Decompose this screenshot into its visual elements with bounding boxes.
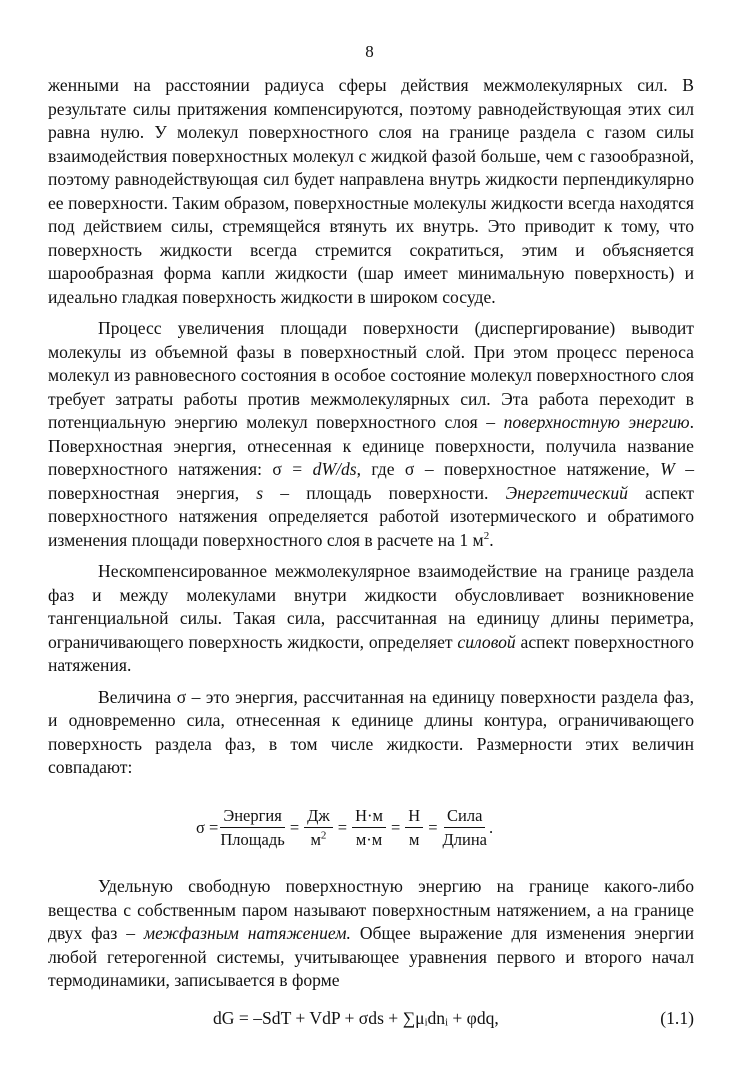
symbol-w: W bbox=[660, 459, 675, 479]
symbol-s: s bbox=[256, 482, 264, 503]
paragraph-5-block bbox=[48, 875, 694, 993]
formula-row bbox=[196, 803, 493, 853]
fraction-j-m2 bbox=[304, 807, 333, 849]
term-force: силовой bbox=[457, 631, 516, 652]
formula-end: . bbox=[488, 818, 494, 837]
formula-sigma: σ = bbox=[196, 818, 219, 837]
fraction-numerator: Энергия bbox=[220, 807, 284, 828]
fraction-energy-area bbox=[220, 807, 284, 849]
paragraph-5-text-a: Удельную свободную поверхностную энергию на границе какого-либо вещества с собственным паром называют поверхностным натяжением, а на границе двух фаз – bbox=[48, 876, 694, 943]
equals-sign: = bbox=[337, 818, 348, 837]
paragraph-1-line-a: женными на расстоянии радиуса сферы действия межмолекулярных сил. bbox=[48, 75, 668, 95]
body-text bbox=[48, 74, 694, 780]
page-number: 8 bbox=[365, 42, 374, 61]
paragraph-2 bbox=[48, 317, 694, 552]
paragraph-3-text-a: Нескомпенсированное межмолекулярное взаимодействие на границе раздела фаз и между молекулами внутри жидкости обусловливает возникновение тангенциальной силы. Такая сила, рассчитанная на единицу длины периметра, ограничивающего поверхность жидкости, определяет bbox=[48, 561, 694, 652]
term-energetic: Энергетический bbox=[505, 482, 628, 503]
equals-sign: = bbox=[390, 818, 401, 837]
fraction-numerator: Н bbox=[405, 807, 423, 828]
fraction-numerator: Дж bbox=[304, 807, 333, 828]
paragraph-2-text-a: Процесс увеличения площади поверхности (диспергирование) выводит молекулы из объемной фазы в поверхностный слой. При этом процесс переноса молекул из равновесного состояния в особое состояние молекул поверхностного слоя требует затраты работы против межмолекулярных сил. Эта работа переходит в потенциальную энергию молекул поверхностного слоя – bbox=[48, 318, 694, 432]
equation-1-1: dG = –SdT + VdP + σds + ∑μᵢdnᵢ + φdq, bbox=[213, 1008, 499, 1028]
fraction-denominator: м·м bbox=[355, 830, 383, 849]
fraction-denominator: Площадь bbox=[220, 830, 285, 849]
paragraph-4: Величина σ – это энергия, рассчитанная на единицу поверхности раздела фаз, и одновременно сила, отнесенная к единице длины контура, ограничивающего поверхность раздела фаз, в том числе жидкости. Размерности этих величин совпадают: bbox=[48, 686, 694, 777]
paragraph-2-end: . bbox=[489, 529, 494, 550]
fraction-denominator: Длина bbox=[442, 830, 487, 849]
unit-m: м bbox=[310, 830, 321, 849]
equals-sign: = bbox=[289, 818, 300, 837]
paragraph-5 bbox=[48, 875, 694, 993]
paragraph-3 bbox=[48, 560, 694, 678]
formula-inline: dW/ds bbox=[312, 459, 357, 479]
paragraph-1-text: В результате силы притяжения компенсируются, поэтому равнодействующая этих сил равна нулю. У молекул поверхностного слоя на границе раздела с газом силы взаимодействия поверхностных молекул с жидкой фазой больше, чем с газообразной, поэтому равнодействующая сил будет направлена внутрь жидкости перпендикулярно ее поверхности. Таким образом, поверхностные молекулы жидкости всегда находятся под действием силы, стремящейся втянуть их внутрь. Это приводит к тому, что поверхность жидкости всегда стремится сократиться, этим и объясняется шарообразная форма капли жидкости (шар имеет минимальную поверхность) и идеально гладкая поверхность жидкости в широком сосуде. bbox=[48, 75, 694, 307]
term-surface-energy: поверхностную энергию bbox=[503, 412, 690, 432]
paragraph-1 bbox=[48, 74, 694, 309]
paragraph-2-text-d: – поверхностная энергия, bbox=[48, 459, 694, 503]
paragraph-3-text-b: аспект поверхностного натяжения. bbox=[48, 631, 694, 675]
paragraph-2-text-c: , где σ – поверхностное натяжение, bbox=[356, 459, 650, 479]
paragraph-2-text-b: . Поверхностная энергия, отнесенная к единице поверхности, получила название поверхностного натяжения: σ = bbox=[48, 412, 694, 479]
paragraph-2-text-f: аспект поверхностного натяжения определяется работой изотермического и обратимого изменения площади поверхностного слоя в расчете на 1 м bbox=[48, 482, 694, 550]
fraction-nm-mm bbox=[352, 807, 386, 849]
equation-number: (1.1) bbox=[660, 1008, 694, 1028]
paragraph-2-text-e: – площадь поверхности. bbox=[280, 482, 489, 503]
term-interfacial-tension: межфазным натяжением. bbox=[143, 923, 351, 943]
fraction-numerator: Н·м bbox=[352, 807, 386, 828]
superscript-2: 2 bbox=[320, 829, 327, 842]
fraction-numerator: Сила bbox=[444, 807, 485, 828]
superscript-2: 2 bbox=[483, 529, 490, 542]
dimension-formula bbox=[196, 803, 536, 853]
fraction-denominator: м bbox=[409, 830, 420, 849]
fraction-denominator bbox=[310, 828, 326, 849]
equals-sign: = bbox=[428, 818, 438, 837]
paragraph-5-text-b: Общее выражение для изменения энергии любой гетерогенной системы, учитывающее уравнения первого и второго начал термодинамики, записывается в форме bbox=[48, 923, 694, 990]
fraction-n-m bbox=[405, 807, 423, 849]
fraction-force-length bbox=[443, 807, 487, 849]
